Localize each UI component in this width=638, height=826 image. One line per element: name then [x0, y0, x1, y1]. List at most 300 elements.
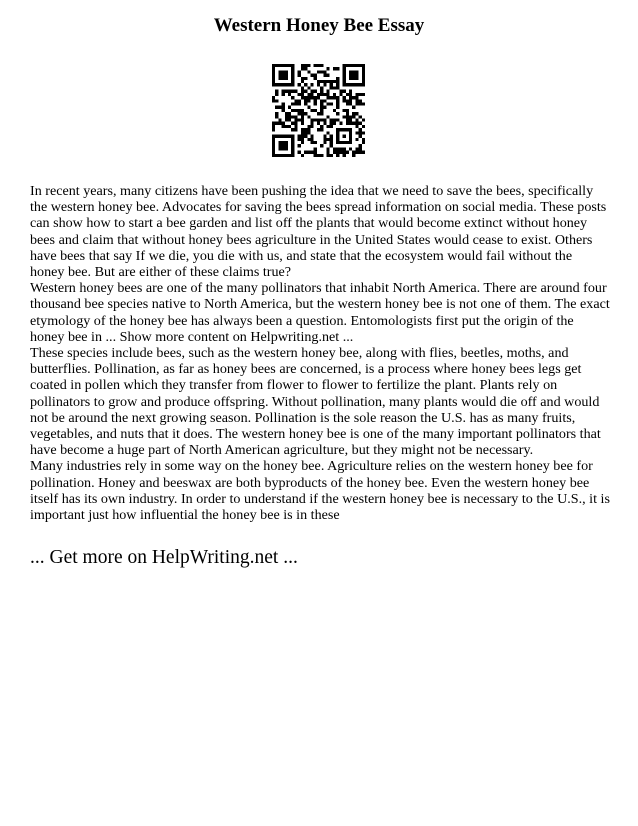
qr-module: [336, 106, 339, 109]
qr-module: [298, 74, 301, 77]
qr-module: [352, 112, 355, 115]
qr-module: [346, 109, 349, 112]
qr-module: [362, 102, 365, 105]
qr-module: [310, 74, 313, 77]
qr-module: [317, 122, 320, 125]
qr-module: [301, 77, 304, 80]
qr-module: [320, 154, 323, 157]
qr-module: [320, 112, 323, 115]
qr-module: [346, 151, 349, 154]
qr-module: [288, 119, 291, 122]
qr-module: [301, 131, 304, 134]
qr-module: [352, 115, 355, 118]
qr-module: [285, 90, 288, 93]
qr-module: [320, 109, 323, 112]
qr-module: [346, 112, 349, 115]
qr-module: [330, 86, 333, 89]
qr-module: [301, 112, 304, 115]
qr-module: [310, 83, 313, 86]
qr-module: [339, 93, 342, 96]
qr-module: [301, 141, 304, 144]
qr-module: [336, 151, 339, 154]
qr-module: [282, 93, 285, 96]
qr-module: [310, 135, 313, 138]
qr-module: [333, 109, 336, 112]
qr-module: [294, 99, 297, 102]
qr-module: [355, 102, 358, 105]
qr-module: [327, 67, 330, 70]
qr-module: [278, 106, 281, 109]
qr-module: [320, 64, 323, 67]
qr-module: [301, 119, 304, 122]
qr-module: [336, 86, 339, 89]
qr-module: [304, 102, 307, 105]
qr-module: [298, 99, 301, 102]
qr-module: [288, 115, 291, 118]
qr-module: [310, 90, 313, 93]
qr-module: [327, 125, 330, 128]
qr-module: [291, 90, 294, 93]
qr-module: [352, 154, 355, 157]
qr-module: [333, 67, 336, 70]
qr-module: [352, 122, 355, 125]
qr-module: [275, 112, 278, 115]
qr-module: [294, 119, 297, 122]
qr-module: [304, 67, 307, 70]
qr-module: [301, 64, 304, 67]
qr-module: [314, 64, 317, 67]
qr-module: [298, 83, 301, 86]
qr-module: [336, 96, 339, 99]
qr-module: [359, 131, 362, 134]
qr-module: [339, 122, 342, 125]
qr-module: [307, 64, 310, 67]
qr-module: [349, 93, 352, 96]
qr-module: [355, 96, 358, 99]
qr-module: [288, 90, 291, 93]
qr-module: [355, 93, 358, 96]
qr-module: [362, 93, 365, 96]
qr-module: [323, 83, 326, 86]
qr-module: [359, 115, 362, 118]
qr-module: [310, 109, 313, 112]
qr-module: [320, 90, 323, 93]
qr-module: [327, 90, 330, 93]
qr-module: [288, 112, 291, 115]
qr-module: [298, 144, 301, 147]
qr-module: [336, 83, 339, 86]
qr-module: [330, 138, 333, 141]
qr-module: [355, 99, 358, 102]
qr-module: [349, 96, 352, 99]
qr-module: [278, 122, 281, 125]
qr-module: [310, 96, 313, 99]
qr-module: [349, 147, 352, 150]
qr-module: [314, 147, 317, 150]
qr-module: [304, 64, 307, 67]
qr-module: [339, 151, 342, 154]
qr-module: [327, 147, 330, 150]
qr-module: [323, 80, 326, 83]
qr-module: [343, 147, 346, 150]
qr-module: [330, 83, 333, 86]
qr-module: [307, 70, 310, 73]
qr-module: [282, 109, 285, 112]
qr-module: [272, 125, 275, 128]
qr-module: [362, 119, 365, 122]
qr-module: [282, 102, 285, 105]
qr-module: [288, 125, 291, 128]
qr-module: [327, 138, 330, 141]
qr-module: [298, 112, 301, 115]
qr-module: [346, 115, 349, 118]
qr-module: [298, 109, 301, 112]
qr-module: [336, 154, 339, 157]
qr-module: [362, 151, 365, 154]
qr-module: [349, 122, 352, 125]
qr-module: [304, 83, 307, 86]
qr-module: [307, 131, 310, 134]
qr-module: [301, 86, 304, 89]
qr-module: [323, 70, 326, 73]
qr-module: [272, 128, 275, 131]
qr-module: [294, 128, 297, 131]
qr-module: [285, 112, 288, 115]
qr-module: [349, 115, 352, 118]
essay-paragraph: In recent years, many citizens have been pushing the idea that we need to save the bees, specifically the western honey bee. Advocates for saving the bees spread information on social media. These posts can show how to start a bee garden and list off the plants that would become extinct without honey bees and claim that without honey bees agriculture in the United States would cease to exist. Others have bees that say If we die, you die with us, and state that the ecosystem would fail without the honey bee. But are either of these claims true?: [30, 183, 607, 281]
qr-module: [327, 74, 330, 77]
qr-module: [301, 115, 304, 118]
essay-paragraph: Many industries rely in some way on the honey bee. Agriculture relies on the western honey bee for pollination. Honey and beeswax are both byproducts of the honey bee. Even the western honey bee itself has its own industry. In order to understand if the western honey bee is necessary to the U.S., it is important just how influential the honey bee is in these: [30, 458, 610, 524]
qr-module: [288, 93, 291, 96]
qr-module: [282, 122, 285, 125]
qr-module: [359, 144, 362, 147]
qr-module: [298, 93, 301, 96]
qr-module: [301, 128, 304, 131]
qr-module: [336, 147, 339, 150]
qr-module: [336, 102, 339, 105]
qr-module: [301, 90, 304, 93]
qr-module: [307, 99, 310, 102]
qr-module: [339, 147, 342, 150]
qr-module: [336, 119, 339, 122]
qr-module: [291, 115, 294, 118]
qr-module: [317, 93, 320, 96]
qr-module: [330, 80, 333, 83]
document-title: Western Honey Bee Essay: [213, 15, 425, 36]
qr-module: [301, 135, 304, 138]
qr-module: [330, 144, 333, 147]
qr-module: [355, 151, 358, 154]
qr-module: [355, 131, 358, 134]
qr-module: [346, 99, 349, 102]
qr-module: [317, 96, 320, 99]
qr-module: [301, 122, 304, 125]
qr-module: [317, 83, 320, 86]
qr-module: [291, 102, 294, 105]
qr-module: [359, 122, 362, 125]
qr-module: [320, 119, 323, 122]
qr-module: [294, 90, 297, 93]
qr-module: [291, 96, 294, 99]
qr-code-graphic: [272, 64, 365, 157]
qr-module: [336, 77, 339, 80]
qr-module: [352, 106, 355, 109]
qr-module: [320, 99, 323, 102]
qr-module: [294, 102, 297, 105]
qr-module: [330, 154, 333, 157]
qr-module: [349, 102, 352, 105]
qr-module: [275, 122, 278, 125]
qr-module: [275, 93, 278, 96]
qr-module: [327, 154, 330, 157]
qr-module: [320, 128, 323, 131]
qr-module: [310, 93, 313, 96]
qr-module: [327, 151, 330, 154]
qr-module: [317, 80, 320, 83]
qr-module: [307, 106, 310, 109]
qr-module: [362, 125, 365, 128]
qr-module: [327, 131, 330, 134]
qr-module: [343, 115, 346, 118]
qr-module: [310, 141, 313, 144]
qr-module: [320, 144, 323, 147]
qr-module: [352, 151, 355, 154]
qr-module: [346, 93, 349, 96]
essay-body: [30, 183, 610, 523]
qr-module: [346, 122, 349, 125]
qr-module: [294, 122, 297, 125]
qr-module: [355, 119, 358, 122]
qr-module: [330, 141, 333, 144]
qr-module: [333, 122, 336, 125]
qr-module: [317, 70, 320, 73]
qr-module: [330, 122, 333, 125]
qr-module: [362, 138, 365, 141]
qr-code-icon[interactable]: [272, 64, 365, 157]
qr-module: [343, 99, 346, 102]
qr-module: [307, 125, 310, 128]
qr-module: [355, 112, 358, 115]
qr-module: [298, 151, 301, 154]
qr-module: [343, 154, 346, 157]
qr-module: [317, 128, 320, 131]
qr-module: [323, 122, 326, 125]
essay-paragraph: Western honey bees are one of the many pollinators that inhabit North America. There are around four thousand bee species native to North America, but the western honey bee is not one of them. The exact etymology of the honey bee has always been a question. Entomologists first put the origin of the honey bee in ... Show more content on Helpwriting.net ...: [30, 280, 610, 345]
qr-module: [320, 102, 323, 105]
qr-module: [314, 77, 317, 80]
qr-module: [298, 70, 301, 73]
qr-module: [291, 122, 294, 125]
qr-module: [339, 90, 342, 93]
qr-module: [333, 86, 336, 89]
qr-module: [343, 90, 346, 93]
qr-module: [314, 119, 317, 122]
qr-module: [304, 99, 307, 102]
qr-module: [310, 125, 313, 128]
qr-module: [301, 67, 304, 70]
qr-module: [317, 64, 320, 67]
qr-module: [272, 96, 275, 99]
qr-module: [285, 119, 288, 122]
qr-module: [307, 115, 310, 118]
qr-module: [304, 96, 307, 99]
qr-module: [314, 141, 317, 144]
qr-module: [323, 99, 326, 102]
qr-module: [320, 106, 323, 109]
qr-module: [352, 96, 355, 99]
qr-module: [336, 99, 339, 102]
qr-module: [307, 96, 310, 99]
qr-module: [314, 99, 317, 102]
qr-module: [327, 102, 330, 105]
qr-module: [320, 70, 323, 73]
qr-module: [323, 141, 326, 144]
qr-module: [355, 147, 358, 150]
qr-module: [327, 93, 330, 96]
qr-module: [301, 80, 304, 83]
qr-module: [314, 90, 317, 93]
qr-module: [333, 119, 336, 122]
qr-module: [291, 109, 294, 112]
qr-module: [330, 135, 333, 138]
qr-module: [278, 119, 281, 122]
qr-module: [333, 96, 336, 99]
qr-module: [343, 109, 346, 112]
qr-module: [323, 74, 326, 77]
qr-module: [323, 138, 326, 141]
qr-module: [314, 151, 317, 154]
qr-module: [310, 151, 313, 154]
qr-module: [359, 102, 362, 105]
qr-module: [272, 122, 275, 125]
qr-module: [285, 115, 288, 118]
qr-module: [301, 96, 304, 99]
qr-module: [343, 96, 346, 99]
qr-module: [301, 154, 304, 157]
qr-module: [304, 90, 307, 93]
qr-module: [288, 106, 291, 109]
qr-module: [298, 119, 301, 122]
qr-module: [314, 102, 317, 105]
qr-module: [349, 119, 352, 122]
qr-module: [294, 125, 297, 128]
qr-module: [330, 119, 333, 122]
qr-module: [294, 115, 297, 118]
qr-module: [275, 106, 278, 109]
qr-module: [323, 135, 326, 138]
qr-module: [320, 125, 323, 128]
qr-module: [282, 125, 285, 128]
qr-module: [333, 147, 336, 150]
qr-module: [304, 112, 307, 115]
qr-module: [304, 77, 307, 80]
qr-module: [359, 147, 362, 150]
qr-module: [330, 102, 333, 105]
qr-module: [310, 122, 313, 125]
qr-module: [275, 99, 278, 102]
qr-module: [301, 93, 304, 96]
qr-module: [355, 122, 358, 125]
qr-module: [304, 135, 307, 138]
qr-module: [282, 90, 285, 93]
qr-module: [336, 67, 339, 70]
essay-paragraph: These species include bees, such as the western honey bee, along with flies, beetles, moths, and butterflies. Pollination, as far as honey bees are concerned, is a process where honey bees legs get coated in pollen which they transfer from flower to flower to fertilize the plant. Plants rely on pollinators to grow and produce offspring. Without pollination, many plants would die off and would not be around the next growing season. Pollination is the sole reason the U.S. has as many fruits, vegetables, and nuts that it does. The western honey bee is one of the many important pollinators that have become a huge part of North American agriculture, but they might not be necessary.: [30, 345, 601, 459]
qr-module: [317, 119, 320, 122]
qr-module: [272, 99, 275, 102]
qr-module: [355, 125, 358, 128]
qr-module: [359, 93, 362, 96]
qr-module: [298, 102, 301, 105]
qr-module: [320, 80, 323, 83]
qr-module: [285, 125, 288, 128]
qr-module: [275, 90, 278, 93]
qr-module: [307, 138, 310, 141]
qr-module: [307, 151, 310, 154]
qr-module: [327, 115, 330, 118]
qr-module: [320, 86, 323, 89]
qr-module: [346, 119, 349, 122]
get-more-link[interactable]: ... Get more on HelpWriting.net ...: [30, 547, 298, 568]
qr-module: [310, 119, 313, 122]
qr-module: [355, 138, 358, 141]
qr-module: [301, 109, 304, 112]
qr-module: [333, 93, 336, 96]
qr-module: [327, 96, 330, 99]
qr-module: [317, 112, 320, 115]
qr-module: [291, 128, 294, 131]
qr-module: [323, 119, 326, 122]
qr-module: [298, 135, 301, 138]
qr-module: [346, 102, 349, 105]
qr-module: [359, 128, 362, 131]
qr-module: [314, 109, 317, 112]
qr-module: [336, 112, 339, 115]
qr-module: [317, 154, 320, 157]
qr-module: [362, 141, 365, 144]
qr-module: [330, 125, 333, 128]
qr-module: [275, 115, 278, 118]
qr-module: [314, 74, 317, 77]
qr-module: [359, 99, 362, 102]
qr-module: [282, 106, 285, 109]
qr-module: [343, 151, 346, 154]
qr-module: [362, 131, 365, 134]
qr-module: [307, 86, 310, 89]
qr-module: [298, 138, 301, 141]
qr-module: [359, 135, 362, 138]
qr-module: [310, 138, 313, 141]
qr-module: [304, 128, 307, 131]
qr-module: [349, 90, 352, 93]
qr-module: [314, 154, 317, 157]
qr-module: [307, 128, 310, 131]
qr-module: [314, 96, 317, 99]
qr-module: [327, 80, 330, 83]
qr-module: [323, 93, 326, 96]
qr-module: [304, 151, 307, 154]
qr-module: [301, 138, 304, 141]
qr-module: [359, 151, 362, 154]
qr-module: [304, 131, 307, 134]
qr-module: [330, 96, 333, 99]
qr-module: [294, 109, 297, 112]
qr-module: [333, 151, 336, 154]
qr-module: [320, 93, 323, 96]
qr-module: [336, 80, 339, 83]
qr-module: [323, 106, 326, 109]
qr-module: [307, 93, 310, 96]
